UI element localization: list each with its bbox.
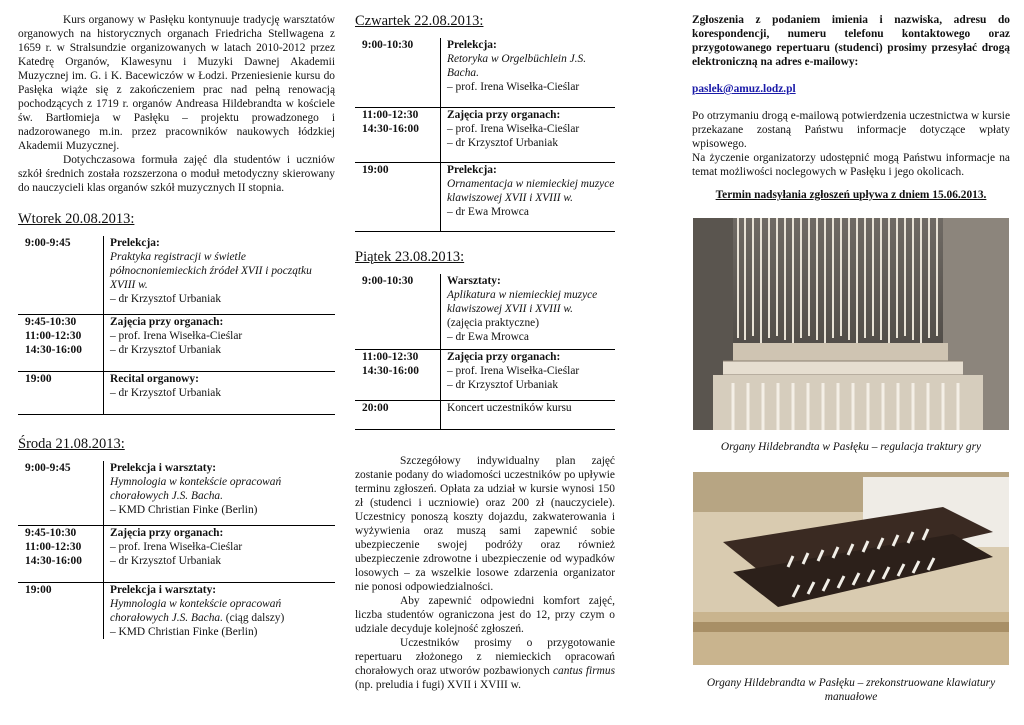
session-person: – KMD Christian Finke (Berlin) — [110, 626, 258, 638]
organ-action-photo — [693, 218, 1009, 430]
session-title: Warsztaty: — [447, 275, 501, 287]
time: 9:00-10:30 — [355, 274, 441, 350]
time: 19:00 — [18, 372, 104, 415]
time: 11:00-12:30 — [25, 541, 82, 553]
intro-paragraph-1: Kurs organowy w Pasłęku kontynuuje tradycję warsztatów organowych na historycznych organach Friedricha Stellwagena z 1659 r. w Stralsundzie organizowanych w latach 2010-2012 przez Katedrę Organów, Klawesynu i Muzyki Dawnej Akademii Muzycznej im. G. i K. Bacewiczów w Łodzi. Przeniesienie kursu do Pasłęka wiąże się z zakończeniem prac nad pełną renowacją pochodzących z 1719 r. organów Andreasa Hildebrandta w kościele św. Bartłomieja w Pasłęku – projektu prowadzonego i nadzorowanego m.in. przez pracowników naukowych łódzkiej Akademii Muzycznej. — [18, 14, 335, 152]
session-title: Zajęcia przy organach: — [110, 527, 224, 539]
session-person: – prof. Irena Wisełka-Cieślar — [110, 541, 243, 553]
session-person: – prof. Irena Wisełka-Cieślar — [447, 81, 580, 93]
cantus-firmus: cantus firmus — [552, 665, 615, 677]
session-title: Prelekcja: — [110, 237, 160, 249]
time: 14:30-16:00 — [25, 344, 82, 356]
session-topic: Aplikatura w niemieckiej muzyce klawiszowej XVII i XVIII w. — [447, 289, 598, 315]
time: 14:30-16:00 — [362, 123, 419, 135]
session-title: Prelekcja i warsztaty: — [110, 462, 217, 474]
intro-paragraph-2: Dotychczasowa formuła zajęć dla studentów i uczniów szkół średnich została rozszerzona o moduł metodyczny skierowany do nauczycieli klas organów szkół muzycznych II stopnia. — [18, 154, 335, 194]
session-topic: Praktyka registracji w świetle północnoniemieckich źródeł XVII i początku XVIII w. — [110, 251, 312, 291]
heading-czwartek: Czwartek 22.08.2013: — [355, 13, 484, 29]
session-title: Prelekcja: — [447, 164, 497, 176]
time: 14:30-16:00 — [25, 555, 82, 567]
photo-caption-2: Organy Hildebrandta w Pasłęku – zrekonstruowane klawiatury manuałowe — [706, 677, 996, 703]
session-title: Koncert uczestników kursu — [447, 402, 572, 414]
time: 9:00-9:45 — [18, 236, 104, 315]
session-person: – KMD Christian Finke (Berlin) — [110, 504, 258, 516]
session-note: (zajęcia praktyczne) — [447, 317, 540, 329]
session-person: – dr Krzysztof Urbaniak — [447, 137, 559, 149]
session-title: Recital organowy: — [110, 373, 199, 385]
accommodation-paragraph: Na życzenie organizatorzy udostępnić mogą Państwu informacje na temat możliwości noclegowych w Pasłęku i jego okolicach. — [692, 152, 1010, 178]
photo-caption-1: Organy Hildebrandta w Pasłęku – regulacja traktury gry — [720, 441, 982, 453]
organ-action-image — [693, 218, 1009, 430]
registration-paragraph: Zgłoszenia z podaniem imienia i nazwiska, adresu do korespondencji, numeru telefonu kontaktowego oraz przygotowanego repertuaru (studenci) prosimy przesyłać drogą elektroniczną na adres e-mailowy: — [692, 14, 1010, 68]
session-person: – dr Krzysztof Urbaniak — [110, 387, 222, 399]
deadline-notice: Termin nadsyłania zgłoszeń upływa z dniem 15.06.2013. — [715, 189, 987, 201]
session-person: – dr Ewa Mrowca — [447, 206, 529, 218]
keyboards-image — [693, 472, 1009, 665]
time: 19:00 — [18, 583, 104, 640]
session-topic: Hymnologia w kontekście opracowań chorałowych J.S. Bacha. — [110, 598, 282, 624]
session-title: Zajęcia przy organach: — [447, 351, 561, 363]
email-link[interactable]: paslek@amuz.lodz.pl — [692, 83, 796, 95]
session-person: – prof. Irena Wisełka-Cieślar — [447, 365, 580, 377]
time: 19:00 — [355, 163, 441, 232]
session-person: – dr Krzysztof Urbaniak — [110, 344, 222, 356]
column-middle — [355, 0, 615, 692]
schedule-sroda — [18, 461, 335, 639]
heading-wtorek: Wtorek 20.08.2013: — [18, 211, 135, 227]
session-person: – dr Ewa Mrowca — [447, 331, 529, 343]
session-topic: Hymnologia w kontekście opracowań chorałowych J.S. Bacha. — [110, 476, 282, 502]
session-topic: Retoryka w Orgelbüchlein J.S. Bacha. — [447, 53, 587, 79]
keyboards-photo — [693, 472, 1009, 665]
schedule-czwartek — [355, 38, 615, 232]
time: 9:45-10:30 — [25, 316, 77, 328]
time: 11:00-12:30 — [25, 330, 82, 342]
time: 9:00-10:30 — [355, 38, 441, 108]
session-topic: Ornamentacja w niemieckiej muzyce klawiszowej XVII i XVIII w. — [447, 178, 615, 204]
column-left — [18, 0, 335, 639]
session-title: Prelekcja i warsztaty: — [110, 584, 217, 596]
info-paragraph-2: Aby zapewnić odpowiedni komfort zajęć, liczba studentów ograniczona jest do 12, przy czym o udziale decyduje kolejność zgłoszeń. — [355, 595, 615, 635]
time: 11:00-12:30 — [362, 351, 419, 363]
heading-piatek: Piątek 23.08.2013: — [355, 249, 465, 265]
session-person: – prof. Irena Wisełka-Cieślar — [110, 330, 243, 342]
time: 11:00-12:30 — [362, 109, 419, 121]
info-paragraph-3: Uczestników prosimy o przygotowanie repertuaru złożonego z niemieckich opracowań chorałowych oraz utworów pozbawionych cantus firmus (np. preludia i fugi) XVII i XVIII w. — [355, 637, 615, 691]
time: 9:00-9:45 — [18, 461, 104, 526]
schedule-wtorek — [18, 236, 335, 415]
time: 14:30-16:00 — [362, 365, 419, 377]
session-title: Zajęcia przy organach: — [110, 316, 224, 328]
schedule-piatek — [355, 274, 615, 430]
confirmation-paragraph: Po otrzymaniu drogą e-mailową potwierdzenia uczestnictwa w kursie przekazane zostaną Państwu informacje dotyczące wpłaty wpisowego. — [692, 110, 1010, 150]
session-person: – dr Krzysztof Urbaniak — [447, 379, 559, 391]
session-person: – dr Krzysztof Urbaniak — [110, 555, 222, 567]
session-person: – dr Krzysztof Urbaniak — [110, 293, 222, 305]
column-right — [692, 0, 1010, 202]
info-paragraph-1: Szczegółowy indywidualny plan zajęć zostanie podany do wiadomości uczestników po upływie terminu zgłoszeń. Opłata za udział w kursie wynosi 150 zł (studenci i uczniowie) oraz 200 zł (nauczyciele). Uczestnicy ponoszą koszty dojazdu, zakwaterowania i wyżywienia oraz muszą sami zapewnić sobie ubezpieczenie swojej podróży oraz również ubezpieczenie zdrowotne i ubezpieczenie od wypadków losowych – za wszelkie losowe zdarzenia organizator nie ponosi odpowiedzialności. — [355, 455, 615, 593]
session-title: Zajęcia przy organach: — [447, 109, 561, 121]
session-title: Prelekcja: — [447, 39, 497, 51]
session-topic-suffix: (ciąg dalszy) — [222, 612, 285, 624]
heading-sroda: Środa 21.08.2013: — [18, 436, 125, 452]
time: 20:00 — [355, 401, 441, 430]
time: 9:45-10:30 — [25, 527, 77, 539]
session-person: – prof. Irena Wisełka-Cieślar — [447, 123, 580, 135]
